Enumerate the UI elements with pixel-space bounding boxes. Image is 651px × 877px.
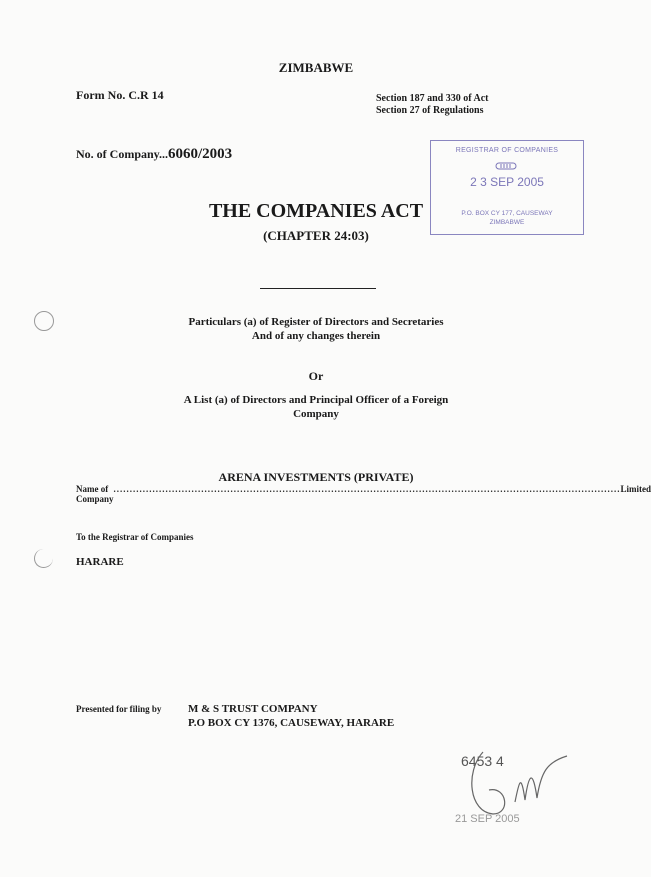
stamp-seal-icon	[495, 161, 517, 171]
section-reference	[376, 93, 489, 117]
presenter-address: P.O BOX CY 1376, CAUSEWAY, HARARE	[188, 717, 395, 729]
act-chapter: (CHAPTER 24:03)	[263, 228, 369, 243]
stamp-address-line-1: P.O. BOX CY 177, CAUSEWAY	[461, 210, 553, 217]
company-name-suffix: Limited	[620, 484, 651, 494]
divider	[260, 288, 376, 289]
section-line-1: Section 187 and 330 of Act	[376, 93, 489, 104]
company-number	[76, 146, 232, 163]
presenter-details	[188, 702, 394, 730]
handwritten-annotation	[455, 742, 585, 832]
company-name-label: Name of Company	[76, 484, 114, 504]
punch-hole	[34, 549, 53, 568]
section-line-2: Section 27 of Regulations	[376, 105, 484, 116]
particulars-line-2: And of any changes therein	[251, 330, 381, 342]
particulars-line-1: Particulars (a) of Register of Directors and Secretaries	[188, 316, 444, 328]
company-number-value: 6060/2003	[168, 146, 233, 162]
registrar-addressee: To the Registrar of Companies	[76, 532, 194, 542]
foreign-list-line-2: Company	[293, 408, 339, 420]
presented-by-label: Presented for filing by	[76, 704, 162, 714]
company-number-label: No. of Company...	[76, 147, 169, 161]
company-name: ARENA INVESTMENTS (PRIVATE)	[218, 470, 414, 484]
company-name-dots: ............................................................................................................................................................	[113, 484, 621, 494]
foreign-list-heading	[0, 393, 632, 421]
stamp-date: 2 3 SEP 2005	[470, 175, 544, 189]
foreign-list-line-1: A List (a) of Directors and Principal Officer of a Foreign	[183, 394, 449, 406]
presenter-name: M & S TRUST COMPANY	[188, 703, 318, 715]
handwritten-number: 6453 4	[461, 753, 504, 769]
stamp-address-line-2: ZIMBABWE	[489, 219, 525, 226]
form-number: Form No. C.R 14	[76, 88, 164, 102]
or-separator: Or	[308, 369, 324, 383]
stamp-title: REGISTRAR OF COMPANIES	[455, 147, 559, 154]
particulars-heading	[0, 315, 632, 343]
registrar-city: HARARE	[76, 556, 124, 568]
punch-hole	[34, 311, 54, 331]
signature-mark	[515, 756, 567, 802]
faint-date-stamp: 21 SEP 2005	[455, 813, 520, 825]
act-title: THE COMPANIES ACT	[208, 200, 424, 222]
country-heading: ZIMBABWE	[278, 60, 354, 75]
company-name-row	[76, 484, 651, 504]
